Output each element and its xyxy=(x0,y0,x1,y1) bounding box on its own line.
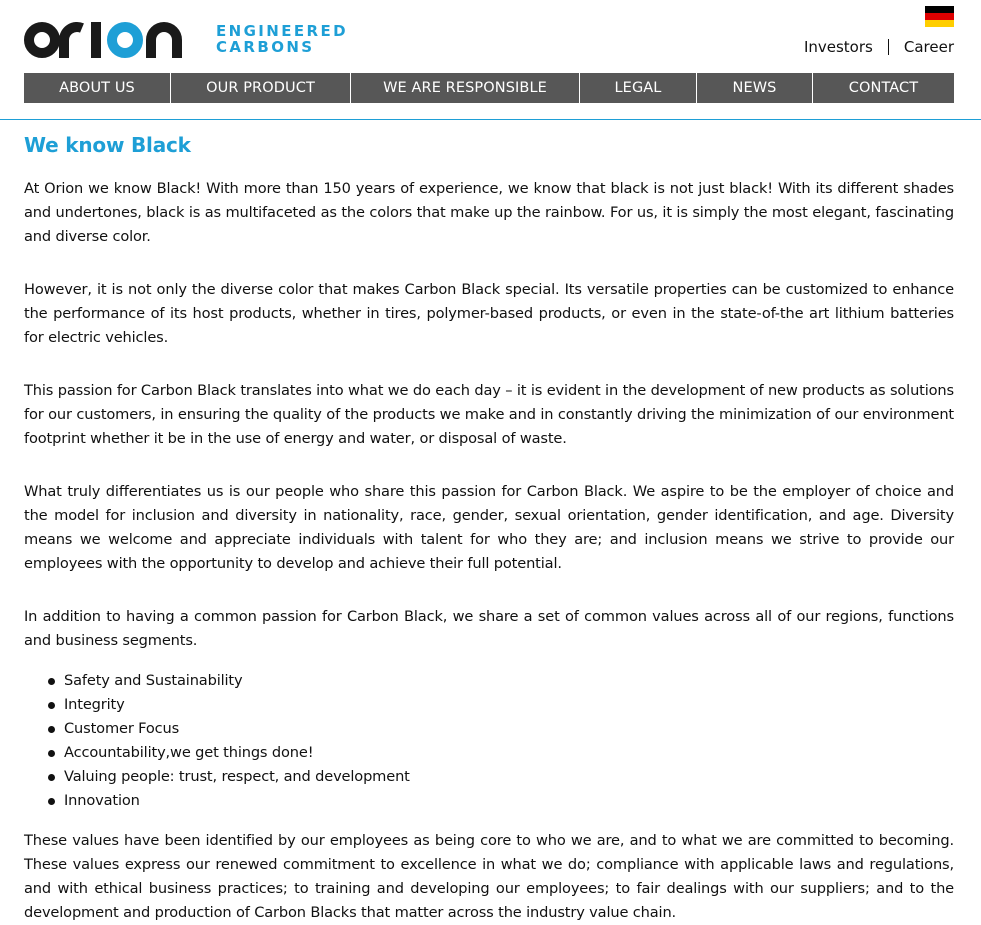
paragraph-passion: This passion for Carbon Black translates into what we do each day – it is evident in the development of new products as solutions for our customers, in ensuring the quality of the products we make and in constantly driving the minimization of our environment footprint whether it be in the use of energy and water, or disposal of waste. xyxy=(24,382,954,447)
orion-logo-wordmark xyxy=(24,20,200,60)
list-item: Accountability,we get things done! xyxy=(64,741,954,765)
values-list xyxy=(24,669,954,813)
nav-item-contact[interactable]: CONTACT xyxy=(848,80,919,96)
nav-item-we-are-responsible[interactable]: WE ARE RESPONSIBLE xyxy=(351,73,580,103)
main-nav xyxy=(24,73,954,103)
german-flag-icon[interactable] xyxy=(925,6,954,27)
top-links xyxy=(804,38,954,56)
page-title: We know Black xyxy=(24,133,191,157)
header-divider xyxy=(0,119,981,120)
site-header xyxy=(0,0,981,73)
list-item: Valuing people: trust, respect, and development xyxy=(64,765,954,789)
list-item: Customer Focus xyxy=(64,717,954,741)
paragraph-intro: At Orion we know Black! With more than 150 years of experience, we know that black is not just black! With its different shades and undertones, black is as multifaceted as the colors that make up the rainbow. For us, it is simply the most elegant, fascinating and diverse color. xyxy=(24,180,954,245)
nav-item-news[interactable]: NEWS xyxy=(697,73,813,103)
career-link[interactable]: Career xyxy=(903,38,954,56)
logo-tagline-line1: ENGINEERED xyxy=(216,22,348,40)
nav-item-about-us[interactable]: ABOUT US xyxy=(24,73,171,103)
logo-tagline-line2: CARBONS xyxy=(216,38,315,56)
top-links-divider xyxy=(888,39,889,55)
nav-item-legal[interactable]: LEGAL xyxy=(580,73,697,103)
nav-item-our-product[interactable]: OUR PRODUCT xyxy=(171,73,351,103)
list-item: Innovation xyxy=(64,789,954,813)
paragraph-properties: However, it is not only the diverse color that makes Carbon Black special. Its versatile properties can be customized to enhance the performance of its host products, whether in tires, polymer-based products, or even in the state-of-the art lithium batteries for electric vehicles. xyxy=(24,281,954,346)
main-content xyxy=(24,132,954,925)
list-item: Integrity xyxy=(64,693,954,717)
logo-tagline xyxy=(216,23,348,55)
orion-logo[interactable] xyxy=(24,20,200,60)
paragraph-values-intro: In addition to having a common passion for Carbon Black, we share a set of common values across all of our regions, functions and business segments. xyxy=(24,608,954,649)
investors-link[interactable]: Investors xyxy=(803,38,873,56)
list-item: Safety and Sustainability xyxy=(64,669,954,693)
paragraph-people: What truly differentiates us is our people who share this passion for Carbon Black. We aspire to be the employer of choice and the model for inclusion and diversity in nationality, race, gender, sexual orientation, gender identification, and age. Diversity means we welcome and appreciate individuals with talent for who they are; and inclusion means we strive to provide our employees with the opportunity to develop and achieve their full potential. xyxy=(24,483,954,572)
paragraph-closing: These values have been identified by our employees as being core to who we are, and to what we are committed to becoming. These values express our renewed commitment to excellence in what we do; compliance with applicable laws and regulations, and with ethical business practices; to training and developing our employees; to fair dealings with our suppliers; and to the development and production of Carbon Blacks that matter across the industry value chain. xyxy=(24,832,954,921)
